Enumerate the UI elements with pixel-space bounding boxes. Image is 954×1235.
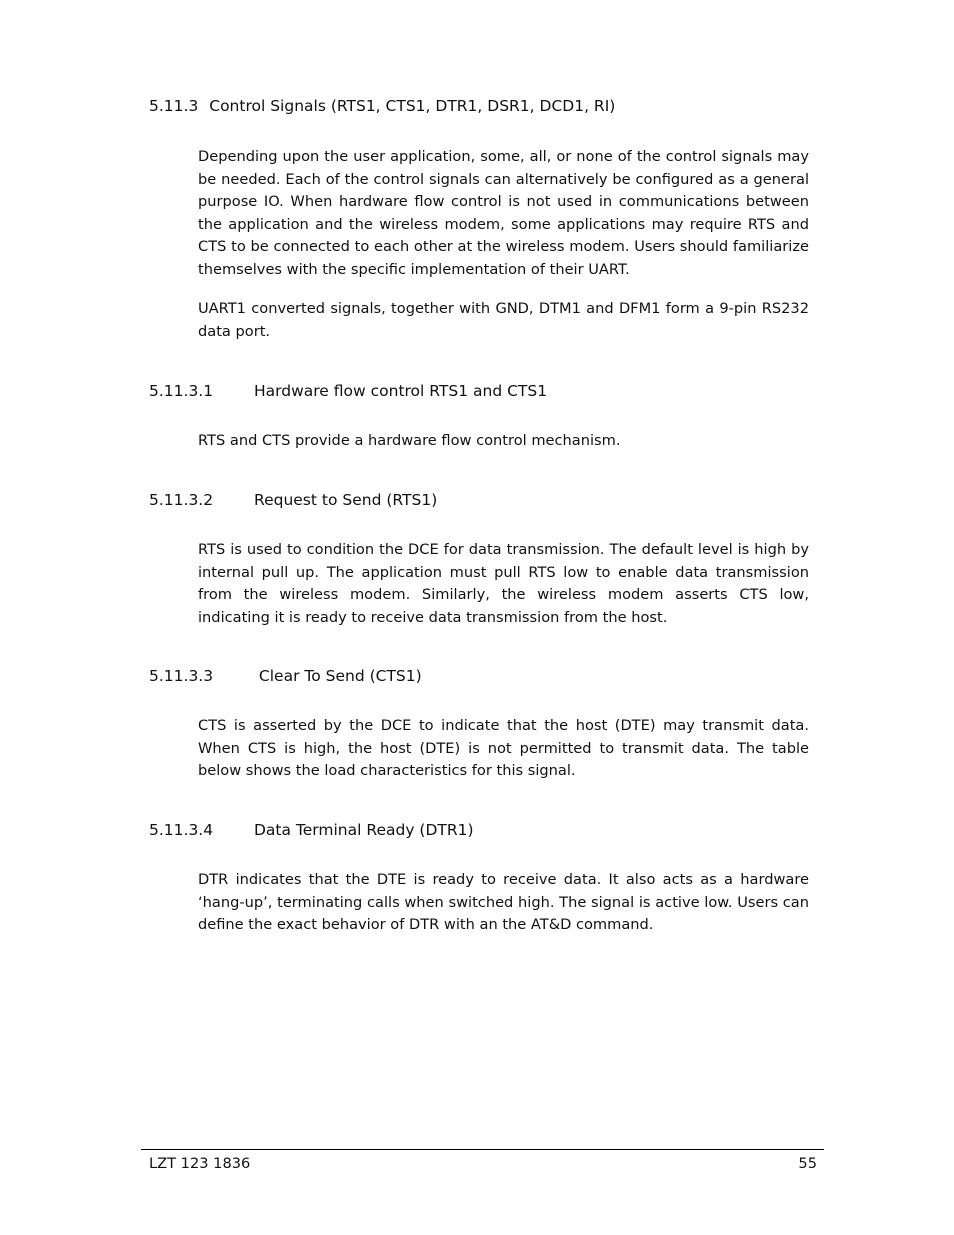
subsection-paragraph: CTS is asserted by the DCE to indicate that the host (DTE) may transmit data. When CTS is high, the host (DTE) is not permitted to transmit data. The table below shows the load characteristics for this signal. — [198, 717, 809, 779]
footer-page-number: 55 — [798, 1155, 817, 1172]
subsection-paragraph: DTR indicates that the DTE is ready to receive data. It also acts as a hardware ‘hang-up’, terminating calls when switched high. The signal is active low. Users can define the exact behavior of DTR with an the AT&D command. — [198, 871, 809, 933]
subsection-title: Clear To Send (CTS1) — [254, 667, 422, 685]
subsection-number: 5.11.3.3 — [149, 667, 214, 685]
subsection-number: 5.11.3.1 — [149, 382, 214, 400]
subsection-title: Request to Send (RTS1) — [254, 491, 438, 509]
subsection-heading-5-11-3-2 — [149, 490, 437, 510]
subsection-title: Hardware flow control RTS1 and CTS1 — [254, 382, 548, 400]
subsection-heading-5-11-3-1 — [149, 381, 547, 401]
section-title: Control Signals (RTS1, CTS1, DTR1, DSR1, DCD1, RI) — [209, 97, 616, 115]
subsection-paragraph: RTS is used to condition the DCE for data transmission. The default level is high by internal pull up. The application must pull RTS low to enable data transmission from the wireless modem. Similarly, the wireless modem asserts CTS low, indicating it is ready to receive data transmission from the host. — [198, 541, 809, 626]
subsection-title: Data Terminal Ready (DTR1) — [254, 821, 474, 839]
footer-divider — [141, 1149, 824, 1150]
subsection-number: 5.11.3.4 — [149, 821, 214, 839]
subsection-heading-5-11-3-4 — [149, 820, 474, 840]
section-heading-5-11-3 — [149, 96, 615, 116]
section-paragraph-2: UART1 converted signals, together with GND, DTM1 and DFM1 form a 9-pin RS232 data port. — [198, 300, 809, 340]
section-paragraph-1: Depending upon the user application, some, all, or none of the control signals may be needed. Each of the control signals can alternatively be configured as a general purpose IO. When hardware flow control is not used in communications between the application and the wireless modem, some applications may require RTS and CTS to be connected to each other at the wireless modem. Users should familiarize themselves with the specific implementation of their UART. — [198, 148, 809, 278]
footer-document-id: LZT 123 1836 — [149, 1155, 251, 1172]
subsection-heading-5-11-3-3 — [149, 666, 422, 686]
subsection-paragraph: RTS and CTS provide a hardware flow control mechanism. — [198, 432, 621, 449]
section-number: 5.11.3 — [149, 97, 199, 115]
subsection-number: 5.11.3.2 — [149, 491, 214, 509]
